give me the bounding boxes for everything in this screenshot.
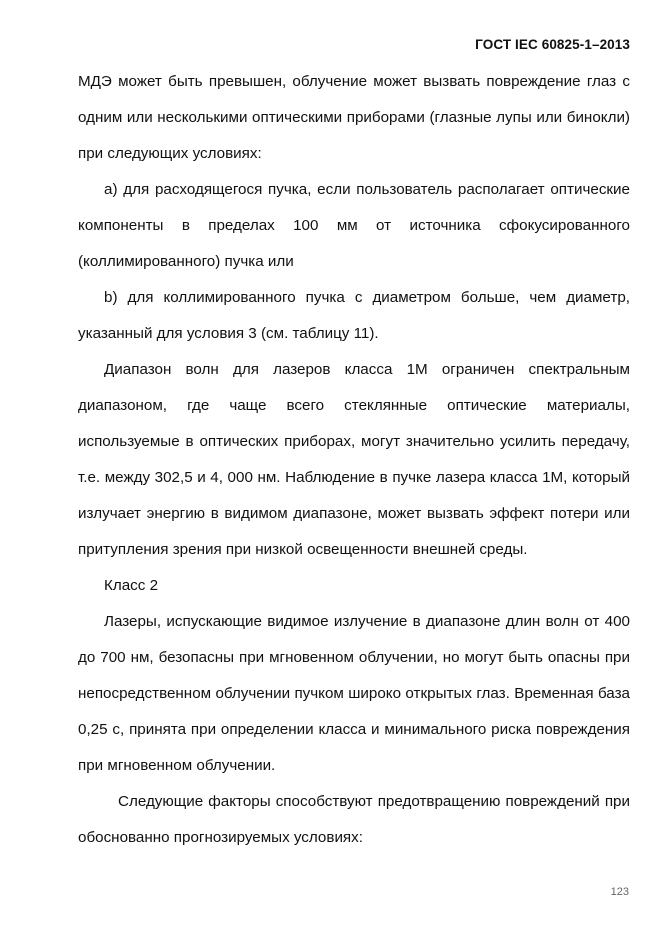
document-header: ГОСТ IEC 60825-1–2013 (475, 37, 630, 52)
paragraph-class-2: Лазеры, испускающие видимое излучение в диапазоне длин волн от 400 до 700 нм, безопасны при мгновенном облучении, но могут быть опасны при непосредственном облучении пучком широко открытых глаз. Временная база 0,25 с, принята при определении класса и минимального риска повреждения при мгновенном облучении. (78, 613, 630, 774)
page-number: 123 (610, 887, 629, 895)
paragraph-condition-a: a) для расходящегося пучка, если пользователь располагает оптические компоненты в пределах 100 мм от источника сфокусированного (коллимированного) пучка или (78, 181, 630, 270)
paragraph-intro: МДЭ может быть превышен, облучение может вызвать повреждение глаз с одним или несколькими оптическими приборами (глазные лупы или бинокли) при следующих условиях: (78, 73, 630, 162)
paragraph-class-1m: Диапазон волн для лазеров класса 1М ограничен спектральным диапазоном, где чаще всего стеклянные оптические материалы, используемые в оптических приборах, могут значительно усилить передачу, т.е. между 302,5 и 4, 000 нм. Наблюдение в пучке лазера класса 1М, который излучает энергию в видимом диапазоне, может вызвать эффект потери или притупления зрения при низкой освещенности внешней среды. (78, 361, 630, 558)
paragraph-factors: Следующие факторы способствуют предотвращению повреждений при обоснованно прогнозируемых условиях: (78, 793, 630, 846)
document-body (78, 64, 630, 856)
paragraph-condition-b: b) для коллимированного пучка с диаметром больше, чем диаметр, указанный для условия 3 (см. таблицу 11). (78, 289, 630, 342)
section-heading-class-2: Класс 2 (104, 577, 159, 594)
